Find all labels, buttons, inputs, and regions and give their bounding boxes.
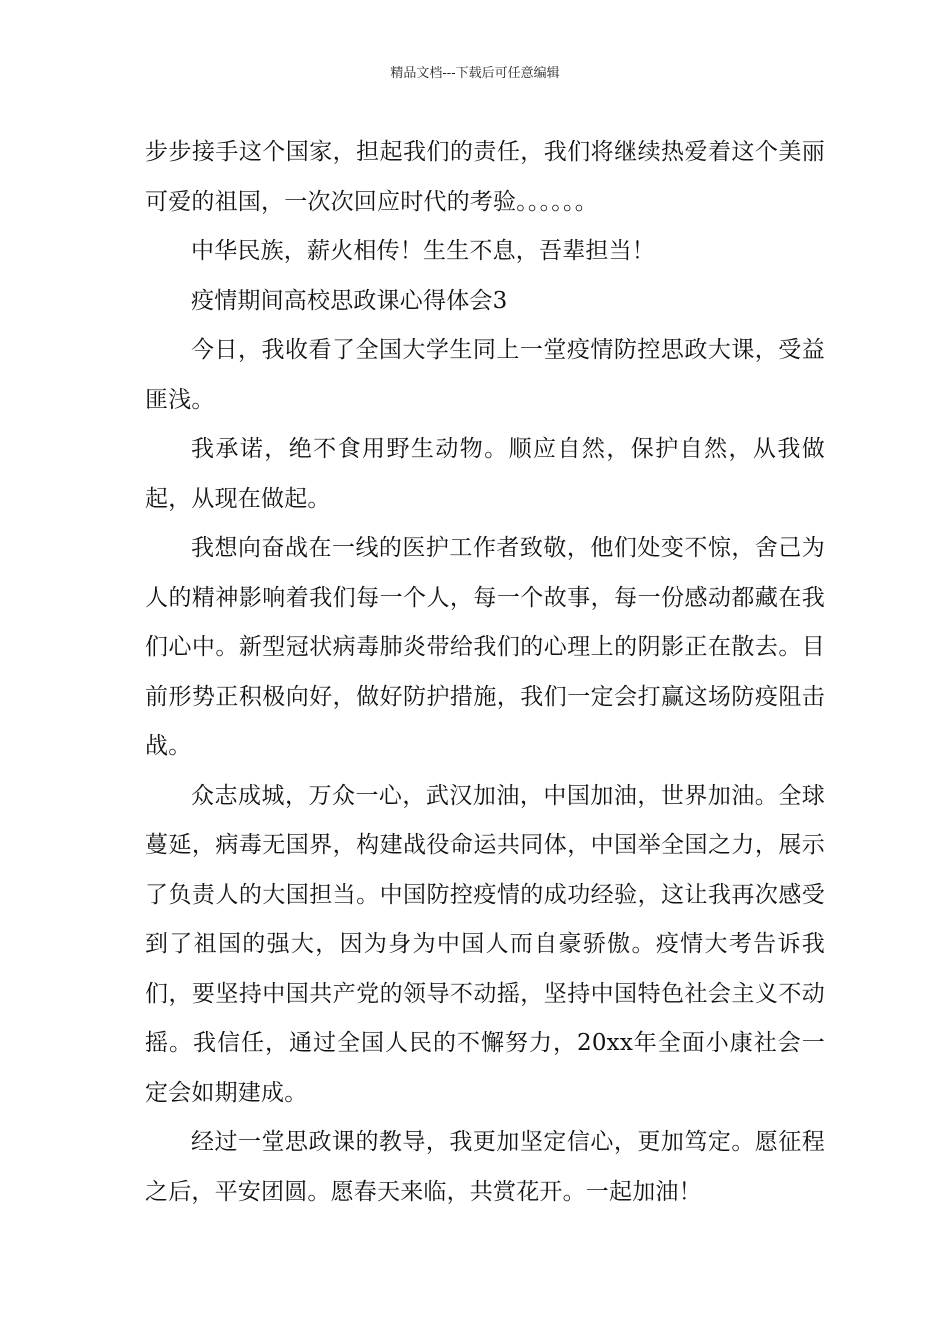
- paragraph-7: 经过一堂思政课的教导，我更加坚定信心，更加笃定。愿征程之后，平安团圆。愿春天来临，共赏花开。一起加油！: [145, 1129, 825, 1205]
- paragraph-2: 中华民族，薪火相传！生生不息，吾辈担当！: [191, 238, 655, 264]
- paragraph-6: 众志成城，万众一心，武汉加油，中国加油，世界加油。全球蔓延，病毒无国界，构建战役命运共同体，中国举全国之力，展示了负责人的大国担当。中国防控疫情的成功经验，这让我再次感受到了祖国的强大，因为身为中国人而自豪骄傲。疫情大考告诉我们，要坚持中国共产党的领导不动摇，坚持中国特色社会主义不动摇。我信任，通过全国人民的不懈努力，20xx年全面小康社会一定会如期建成。: [145, 782, 825, 1106]
- paragraph-3: 今日，我收看了全国大学生同上一堂疫情防控思政大课，受益匪浅。: [145, 337, 825, 413]
- paragraph-4: 我承诺，绝不食用野生动物。顺应自然，保护自然，从我做起，从现在做起。: [145, 436, 825, 512]
- paragraph-1: 步步接手这个国家，担起我们的责任，我们将继续热爱着这个美丽可爱的祖国，一次次回应时代的考验。。。。。。: [145, 139, 825, 215]
- page-header: 精品文档---下载后可任意编辑: [390, 66, 560, 81]
- paragraph-5: 我想向奋战在一线的医护工作者致敬，他们处变不惊，舍己为人的精神影响着我们每一个人，每一个故事，每一份感动都藏在我们心中。新型冠状病毒肺炎带给我们的心理上的阴影正在散去。目前形势正积极向好，做好防护措施，我们一定会打赢这场防疫阻击战。: [145, 535, 825, 759]
- document-body: [145, 128, 825, 1217]
- section-title: 疫情期间高校思政课心得体会3: [191, 287, 508, 314]
